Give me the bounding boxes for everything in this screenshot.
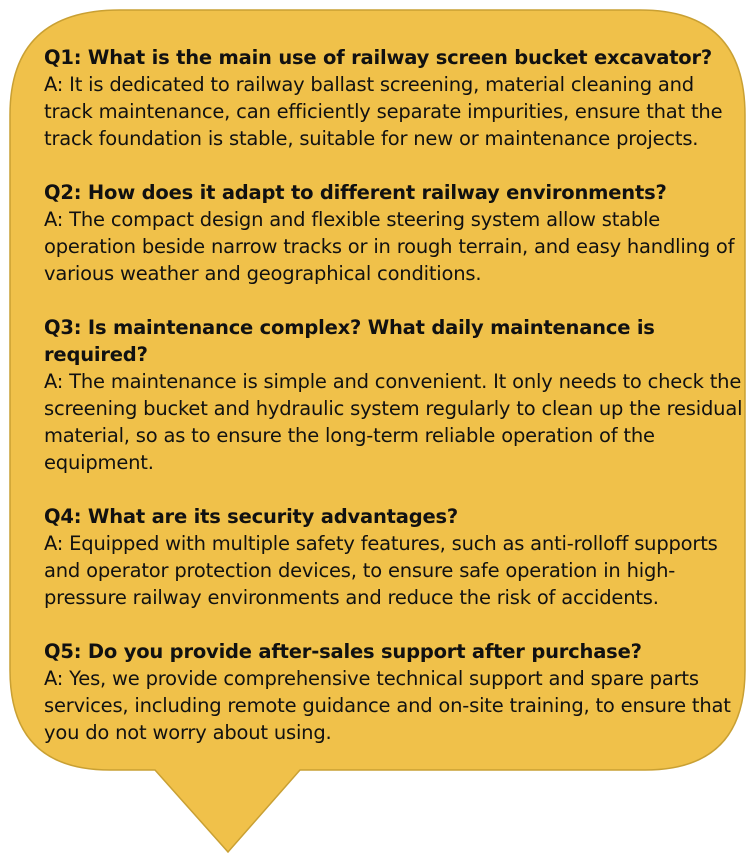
faq-item-5	[44, 638, 744, 746]
faq-answer-1: A: It is dedicated to railway ballast screening, material cleaning and track maintenance, can efficiently separate impurities, ensure that the track foundation is stable, suitable for new or maintenance projects.	[44, 73, 723, 150]
faq-item-4	[44, 503, 744, 611]
faq-question-5: Q5: Do you provide after-sales support after purchase?	[44, 640, 642, 663]
faq-answer-3: A: The maintenance is simple and convenient. It only needs to check the screening bucket and hydraulic system regularly to clean up the residual material, so as to ensure the long-term reliable operation of the equipment.	[44, 370, 743, 474]
faq-answer-2: A: The compact design and flexible steering system allow stable operation beside narrow tracks or in rough terrain, and easy handling of various weather and geographical conditions.	[44, 208, 735, 285]
faq-item-3	[44, 314, 744, 476]
faq-item-2	[44, 179, 744, 287]
faq-question-2: Q2: How does it adapt to different railway environments?	[44, 181, 667, 204]
faq-question-3: Q3: Is maintenance complex? What daily maintenance is required?	[44, 316, 655, 366]
faq-answer-4: A: Equipped with multiple safety features, such as anti-rolloff supports and operator protection devices, to ensure safe operation in high-pressure railway environments and reduce the risk of accidents.	[44, 532, 718, 609]
faq-question-4: Q4: What are its security advantages?	[44, 505, 459, 528]
faq-answer-5: A: Yes, we provide comprehensive technical support and spare parts services, including remote guidance and on-site training, to ensure that you do not worry about using.	[44, 667, 731, 744]
faq-item-1	[44, 44, 744, 152]
faq-list	[44, 44, 744, 773]
faq-question-1: Q1: What is the main use of railway screen bucket excavator?	[44, 46, 713, 69]
